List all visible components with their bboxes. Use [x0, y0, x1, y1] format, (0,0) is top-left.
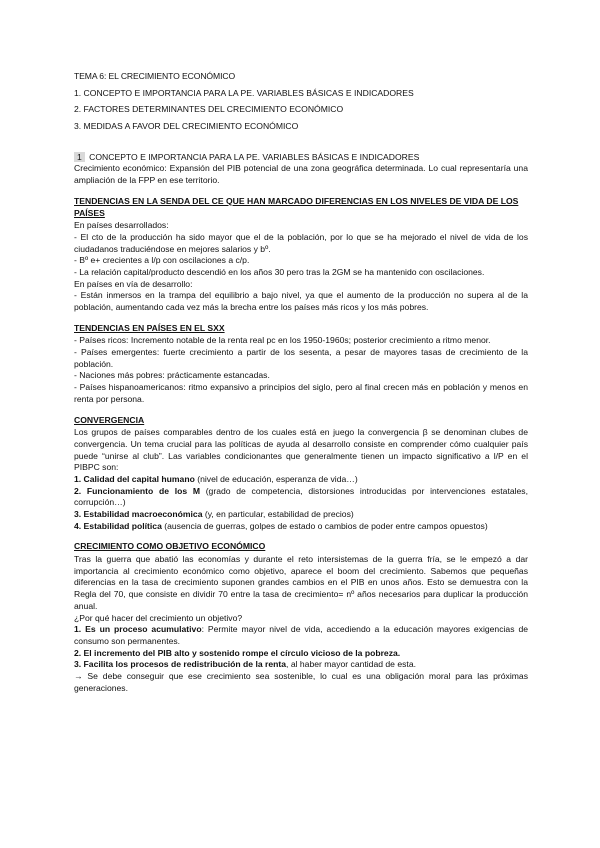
item-detail: , al haber mayor cantidad de esta. — [286, 659, 416, 670]
item-lead: 1. Es un proceso acumulativo — [74, 624, 202, 635]
topic-title: TEMA 6: EL CRECIMIENTO ECONÓMICO — [74, 71, 236, 81]
item-lead: 4. Estabilidad política — [74, 520, 162, 531]
section-number: 1 — [74, 152, 85, 162]
bullet-item: - Bº e+ crecientes a l/p con oscilaciones a c/p. — [74, 255, 250, 266]
item-lead: 3. Estabilidad macroeconómica — [74, 509, 203, 519]
bullet-item: - Países ricos: Incremento notable de la renta real pc en los 1950-1960s; posterior crecimiento a ritmo menor. — [74, 335, 491, 346]
item-detail: (nivel de educación, esperanza de vida…) — [194, 473, 358, 484]
item-lead: 3. Facilita los procesos de redistribución de la renta — [74, 659, 287, 670]
section-heading — [74, 152, 528, 164]
bullet-item: - Países hispanoamericanos: ritmo expansivo a principios del siglo, pero al final crecen más en población y menos en renta por persona. — [74, 382, 528, 404]
conclusion-paragraph: → Se debe conseguir que ese crecimiento sea sostenible, lo cual es una obligación moral para las próximas generaciones. — [74, 670, 528, 693]
subsection-title: CRECIMIENTO COMO OBJETIVO ECONÓMICO — [74, 541, 266, 552]
subsection-heading — [74, 196, 528, 219]
definition-paragraph: Crecimiento económico: Expansión del PIB potencial de una zona geográfica determinada. Lo cual representaría una ampliación de la FPP en ese territorio. — [74, 163, 528, 186]
subsection-title: CONVERGENCIA — [74, 414, 145, 425]
subsection-heading — [74, 323, 528, 335]
item-lead: 2. Funcionamiento de los M — [74, 485, 200, 496]
item-detail: (y, en particular, estabilidad de precios) — [202, 509, 354, 519]
bullet-item: - Naciones más pobres: prácticamente estancadas. — [74, 370, 270, 381]
numbered-item — [74, 659, 528, 671]
numbered-item — [74, 486, 528, 509]
numbered-item — [74, 521, 528, 533]
subsection-heading — [74, 541, 528, 553]
item-lead: 1. Calidad del capital humano — [74, 473, 195, 484]
numbered-item — [74, 648, 528, 660]
item-detail: (grado de competencia, distorsiones introducidas por intervenciones estatales, corrupción…) — [74, 485, 528, 508]
question-line: ¿Por qué hacer del crecimiento un objetivo? — [74, 612, 243, 623]
toc-item: 3. MEDIDAS A FAVOR DEL CRECIMIENTO ECONÓMICO — [74, 121, 299, 132]
group-label: En países en vía de desarrollo: — [74, 278, 193, 289]
item-detail: (ausencia de guerras, golpes de estado o cambios de poder entre campos opuestos) — [161, 520, 488, 531]
bullet-item: - El cto de la producción ha sido mayor que el de la población, por lo que se ha mejorado el nivel de vida de los ciudadanos traduciéndose en mejores salarios y bº. — [74, 231, 528, 254]
numbered-item — [74, 509, 528, 521]
numbered-item — [74, 624, 528, 647]
toc-item: 2. FACTORES DETERMINANTES DEL CRECIMIENTO ECONÓMICO — [74, 104, 344, 115]
toc-item: 1. CONCEPTO E IMPORTANCIA PARA LA PE. VARIABLES BÁSICAS E INDICADORES — [74, 87, 414, 98]
section-title: CONCEPTO E IMPORTANCIA PARA LA PE. VARIABLES BÁSICAS E INDICADORES — [86, 151, 420, 162]
numbered-item — [74, 474, 528, 486]
body-paragraph: Tras la guerra que abatió las economías y durante el reto intersistemas de la guerra fría, se le empezó a dar importancia al crecimiento económico como objetivo, aparece el boom del crecimiento. Sabemos que pequeñas diferencias en la tasa de crecimiento suponen grandes cambios en el PIB en unos años. Esto se demuestra con la Regla del 70, que consiste en dividir 70 entre la tasa de crecimiento= nº años necesarios para duplicar la producción anual. — [74, 554, 528, 611]
bullet-item: - Están inmersos en la trampa del equilibrio a bajo nivel, ya que el aumento de la producción no supera al de la población, aumentando cada vez más la brecha entre los países más ricos y los más pobres. — [74, 290, 528, 312]
body-paragraph: Los grupos de países comparables dentro de los cuales está en juego la convergencia β se denominan clubes de convergencia. Un tema crucial para las políticas de ayuda al desarrollo consiste en comprender cómo cualquier país puede “unirse al club”. Las variables condicionantes que generalmente tienen un impacto significativo a l/P en el PIBPC son: — [74, 427, 528, 473]
subsection-heading — [74, 415, 528, 427]
group-label: En países desarrollados: — [74, 220, 169, 231]
subsection-title: TENDENCIAS EN PAÍSES EN EL SXX — [74, 322, 225, 333]
bullet-item: - La relación capital/producto descendió en los años 30 pero tras la 2GM se ha mantenido con oscilaciones. — [74, 266, 485, 277]
subsection-title: TENDENCIAS EN LA SENDA DEL CE QUE HAN MARCADO DIFERENCIAS EN LOS NIVELES DE VIDA DE LOS PAÍSES — [74, 195, 519, 218]
item-detail: : Permite mayor nivel de vida, accediendo a la educación mayores exigencias de consumo son permanentes. — [74, 624, 528, 646]
bullet-item: - Países emergentes: fuerte crecimiento a partir de los sesenta, a pesar de mayores tasas de crecimiento de la población. — [74, 347, 528, 369]
item-lead: 2. El incremento del PIB alto y sostenido rompe el círculo vicioso de la pobreza. — [74, 647, 401, 658]
table-of-contents — [74, 71, 528, 133]
